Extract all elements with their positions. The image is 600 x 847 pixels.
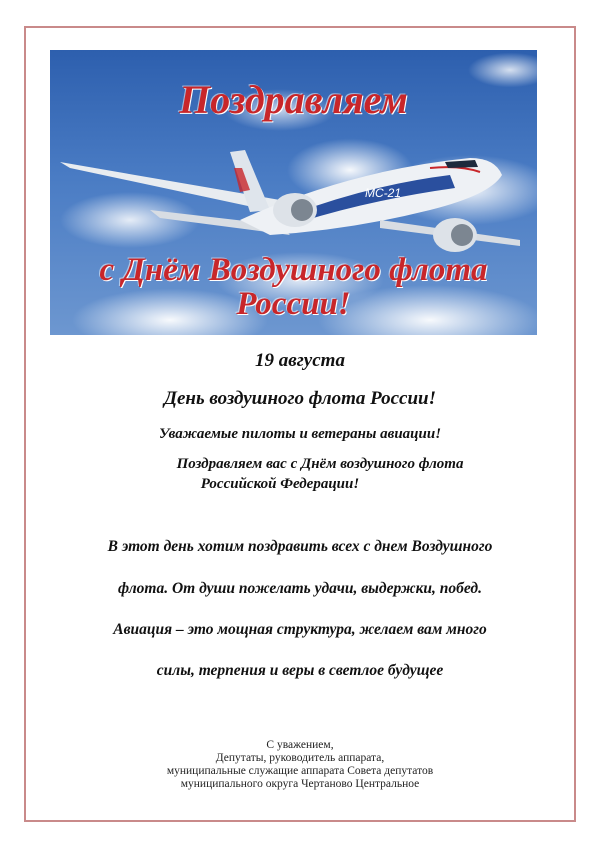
congrats-line-2: Российской Федерации! (200, 476, 360, 492)
banner-image (50, 50, 537, 335)
body-line: В этот день хотим поздравить всех с днем Воздушного (107, 538, 493, 555)
holiday-heading: День воздушного флота России! (163, 388, 436, 409)
banner-subtitle: с Днём Воздушного флота (99, 252, 488, 288)
signature-block (0, 739, 600, 791)
congrats-line-1: Поздравляем вас с Днём воздушного флота (176, 456, 464, 472)
signature-line: муниципальные служащие аппарата Совета депутатов (166, 765, 434, 777)
banner-subtitle-country: России! (236, 286, 351, 322)
signature-line: Депутаты, руководитель аппарата, (215, 752, 385, 764)
body-line: флота. От души пожелать удачи, выдержки, побед. (118, 580, 482, 597)
signature-line: муниципального округа Чертаново Центральное (180, 778, 420, 790)
signature-line: С уважением, (266, 739, 334, 751)
body-line: силы, терпения и веры в светлое будущее (156, 662, 444, 679)
svg-text:МС-21: МС-21 (365, 186, 402, 200)
greeting: Уважаемые пилоты и ветераны авиации! (158, 426, 442, 442)
body-line: Авиация – это мощная структура, желаем вам много (113, 621, 487, 638)
banner-title: Поздравляем (179, 77, 408, 122)
date-heading: 19 августа (255, 350, 345, 371)
